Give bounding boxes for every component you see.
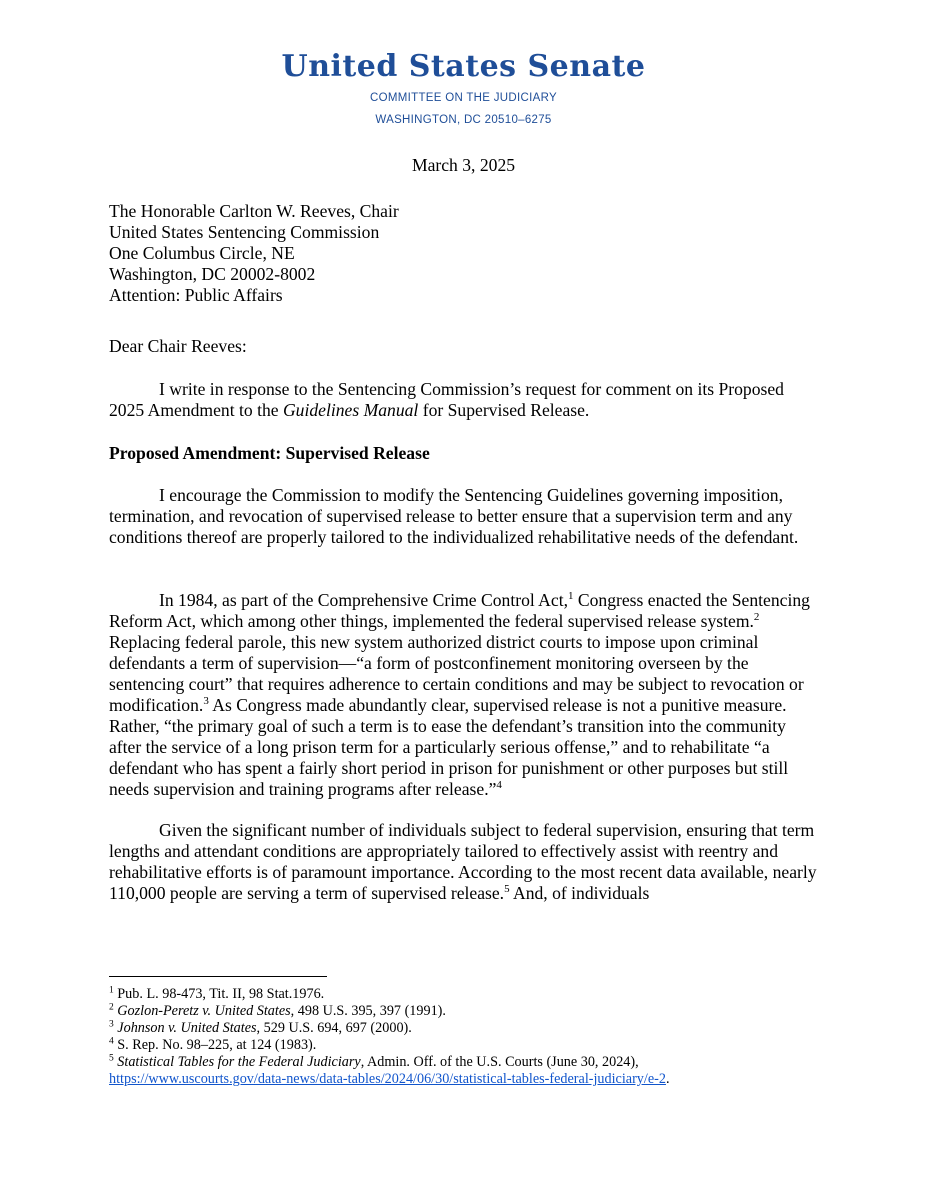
footnote-ref-4[interactable]: 4 — [496, 779, 502, 792]
footnote-text: Pub. L. 98-473, Tit. II, 98 Stat.1976. — [113, 986, 325, 1002]
section-heading: Proposed Amendment: Supervised Release — [109, 443, 430, 463]
addressee-line: United States Sentencing Commission — [109, 222, 380, 242]
footnote-number: 5 — [109, 1053, 114, 1064]
publication-title: Statistical Tables for the Federal Judiciary — [113, 1054, 361, 1070]
footnote-ref-2[interactable]: 2 — [753, 611, 760, 624]
committee-address: WASHINGTON, DC 20510–6275 — [375, 114, 552, 126]
committee-name: COMMITTEE ON THE JUDICIARY — [370, 92, 557, 104]
intro-paragraph — [109, 379, 819, 421]
encourage-text: I encourage the Commission to modify the Sentencing Guidelines governing imposition, termination, and revocation of supervised release to better ensure that a supervision term and any conditions thereof are properly tailored to the individualized rehabilitative needs of the defendant. — [109, 485, 799, 547]
history-text-4: As Congress made abundantly clear, supervised release is not a punitive measure. Rather, “the primary goal of such a term is to ease the defendant’s transition into the community after the service of a long prison term for a particularly serious offense,” and to rehabilitate “a defendant who has spent a fairly short period in prison for punishment or other purposes but still needs supervision and training programs after release.” — [109, 695, 789, 799]
footnote-number: 1 — [109, 985, 114, 996]
footnote-text: S. Rep. No. 98–225, at 124 (1983). — [113, 1037, 317, 1053]
salutation: Dear Chair Reeves: — [109, 336, 247, 356]
history-text-3: Replacing federal parole, this new system authorized district courts to impose upon criminal defendants a term of supervision—“a form of postconfinement monitoring overseen by the sentencing court” that requires adherence to certain conditions and may be subject to revocation or modification. — [109, 632, 804, 715]
statistics-paragraph — [109, 820, 819, 904]
history-text-2: Congress enacted the Sentencing Reform Act, which among other things, implemented the federal supervised release system. — [109, 590, 810, 631]
footnote-5 — [109, 1054, 829, 1071]
history-paragraph — [109, 590, 819, 800]
footnote-5-link-line — [109, 1071, 829, 1088]
intro-text-end: for Supervised Release. — [418, 400, 590, 420]
addressee-line: The Honorable Carlton W. Reeves, Chair — [109, 201, 399, 221]
intro-text: I write in response to the Sentencing Commission’s request for comment on its Proposed 2025 Amendment to the — [109, 379, 784, 420]
footnote-ref-3[interactable]: 3 — [203, 695, 209, 708]
addressee-line: Washington, DC 20002-8002 — [109, 264, 316, 284]
guidelines-manual-title: Guidelines Manual — [282, 400, 419, 420]
statistics-text-2: And, of individuals — [509, 883, 650, 903]
footnote-2 — [109, 1003, 829, 1020]
footnote-text: , 529 U.S. 694, 697 (2000). — [256, 1020, 412, 1036]
footnote-ref-1[interactable]: 1 — [567, 590, 574, 603]
senate-title: United States Senate — [281, 49, 646, 84]
statistics-text-1: Given the significant number of individuals subject to federal supervision, ensuring that term lengths and attendant conditions are appropriately tailored to effectively assist with reentry and rehabilitative efforts is of paramount importance. According to the most recent data available, nearly 110,000 people are serving a term of supervised release. — [109, 820, 817, 903]
case-name: Gozlon-Peretz v. United States — [113, 1003, 291, 1019]
addressee-line: One Columbus Circle, NE — [109, 243, 295, 263]
addressee-line: Attention: Public Affairs — [109, 285, 283, 305]
history-text-1: In 1984, as part of the Comprehensive Crime Control Act, — [159, 590, 568, 610]
footnote-text: , Admin. Off. of the U.S. Courts (June 30, 2024), — [360, 1054, 639, 1070]
encourage-paragraph — [109, 485, 819, 548]
footnotes — [109, 986, 829, 1088]
footnote-number: 4 — [109, 1036, 114, 1047]
letter-date: March 3, 2025 — [411, 155, 516, 175]
uscourts-link[interactable]: https://www.uscourts.gov/data-news/data-tables/2024/06/30/statistical-tables-federal-judiciary/e-2 — [109, 1071, 666, 1087]
footnote-number: 3 — [109, 1019, 114, 1030]
letterhead — [0, 50, 927, 128]
footnote-divider — [109, 976, 327, 977]
footnote-3 — [109, 1020, 829, 1037]
case-name: Johnson v. United States — [113, 1020, 257, 1036]
footnote-text: , 498 U.S. 395, 397 (1991). — [290, 1003, 446, 1019]
footnote-ref-5[interactable]: 5 — [504, 883, 510, 896]
footnote-number: 2 — [109, 1002, 114, 1013]
footnote-end: . — [665, 1071, 670, 1087]
footnote-4 — [109, 1037, 829, 1054]
footnote-1 — [109, 986, 829, 1003]
addressee-block — [109, 201, 819, 306]
